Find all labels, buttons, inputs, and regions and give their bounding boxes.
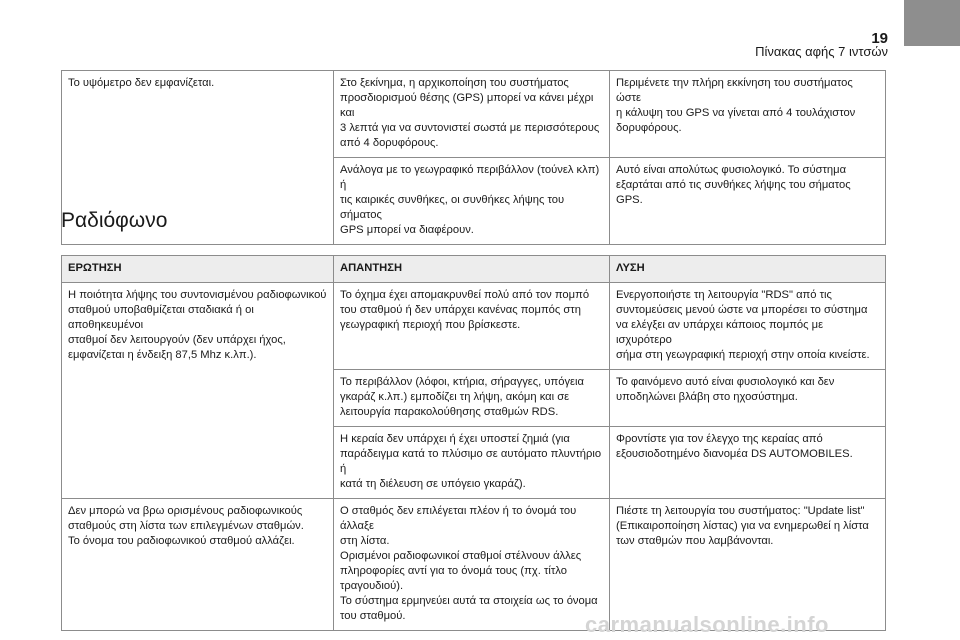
table-row (62, 71, 886, 158)
solution-cell: Ενεργοποιήστε τη λειτουργία "RDS" από τις συντομεύσεις μενού ώστε να μπορέσει το σύστημα να ελέγξει αν υπάρχει κάποιος πομπός με ισχυρότερο σήμα στη γεωγραφική περιοχή στην οποία κινείστε. (610, 283, 886, 370)
question-cell: Δεν μπορώ να βρω ορισμένους ραδιοφωνικούς σταθμούς στη λίστα των επιλεγμένων σταθμών. Το όνομα του ραδιοφωνικού σταθμού αλλάζει. (62, 499, 334, 631)
page-subtitle: Πίνακας αφής 7 ιντσών (755, 44, 888, 59)
watermark: carmanualsonline.info (585, 612, 829, 637)
solution-cell: Πιέστε τη λειτουργία του συστήματος: "Update list" (Επικαιροποίηση λίστας) για να ενημερωθεί η λίστα των σταθμών που λαμβάνονται. (610, 499, 886, 631)
page-corner-tab (904, 0, 960, 46)
section-title: Ραδιόφωνο (61, 209, 168, 232)
solution-cell: Περιμένετε την πλήρη εκκίνηση του συστήματος ώστε η κάλυψη του GPS να γίνεται από 4 τουλάχιστον δορυφόρους. (610, 71, 886, 158)
question-cell: Το υψόμετρο δεν εμφανίζεται. (62, 71, 334, 245)
table-header-row (62, 256, 886, 283)
answer-cell: Ο σταθμός δεν επιλέγεται πλέον ή το όνομά του άλλαξε στη λίστα. Ορισμένοι ραδιοφωνικοί σταθμοί στέλνουν άλλες πληροφορίες αντί για το όνομά τους (πχ. τίτλο τραγουδιού). Το σύστημα ερμηνεύει αυτά τα στοιχεία ως το όνομα του σταθμού. (334, 499, 610, 631)
solution-cell: Φροντίστε για τον έλεγχο της κεραίας από εξουσιοδοτημένο διανομέα DS AUTOMOBILES. (610, 427, 886, 499)
table-row (62, 283, 886, 370)
answer-cell: Το όχημα έχει απομακρυνθεί πολύ από τον πομπό του σταθμού ή δεν υπάρχει κανένας πομπός στη γεωγραφική περιοχή που βρίσκεστε. (334, 283, 610, 370)
solution-cell: Αυτό είναι απολύτως φυσιολογικό. Το σύστημα εξαρτάται από τις συνθήκες λήψης του σήματος GPS. (610, 158, 886, 245)
radio-troubleshooting-table (61, 255, 886, 631)
table-row (62, 499, 886, 631)
question-cell: Η ποιότητα λήψης του συντονισμένου ραδιοφωνικού σταθμού υποβαθμίζεται σταδιακά ή οι αποθηκευμένοι σταθμοί δεν λειτουργούν (δεν υπάρχει ήχος, εμφανίζεται η ένδειξη 87,5 Mhz κ.λπ.). (62, 283, 334, 499)
answer-cell: Η κεραία δεν υπάρχει ή έχει υποστεί ζημιά (για παράδειγμα κατά το πλύσιμο σε αυτόματο πλυντήριο ή κατά τη διέλευση σε υπόγειο γκαράζ). (334, 427, 610, 499)
solution-cell: Το φαινόμενο αυτό είναι φυσιολογικό και δεν υποδηλώνει βλάβη στο ηχοσύστημα. (610, 370, 886, 427)
header-answer: ΑΠΑΝΤΗΣΗ (334, 256, 610, 283)
header-question: ΕΡΩΤΗΣΗ (62, 256, 334, 283)
gps-troubleshooting-table (61, 70, 886, 245)
answer-cell: Στο ξεκίνημα, η αρχικοποίηση του συστήματος προσδιορισμού θέσης (GPS) μπορεί να κάνει μέχρι και 3 λεπτά για να συντονιστεί σωστά με περισσότερους από 4 δορυφόρους. (334, 71, 610, 158)
answer-cell: Ανάλογα με το γεωγραφικό περιβάλλον (τούνελ κλπ) ή τις καιρικές συνθήκες, οι συνθήκες λήψης του σήματος GPS μπορεί να διαφέρουν. (334, 158, 610, 245)
answer-cell: Το περιβάλλον (λόφοι, κτήρια, σήραγγες, υπόγεια γκαράζ κ.λπ.) εμποδίζει τη λήψη, ακόμη και σε λειτουργία παρακολούθησης σταθμών RDS. (334, 370, 610, 427)
page-number: 19 (871, 30, 888, 47)
header-solution: ΛΥΣΗ (610, 256, 886, 283)
